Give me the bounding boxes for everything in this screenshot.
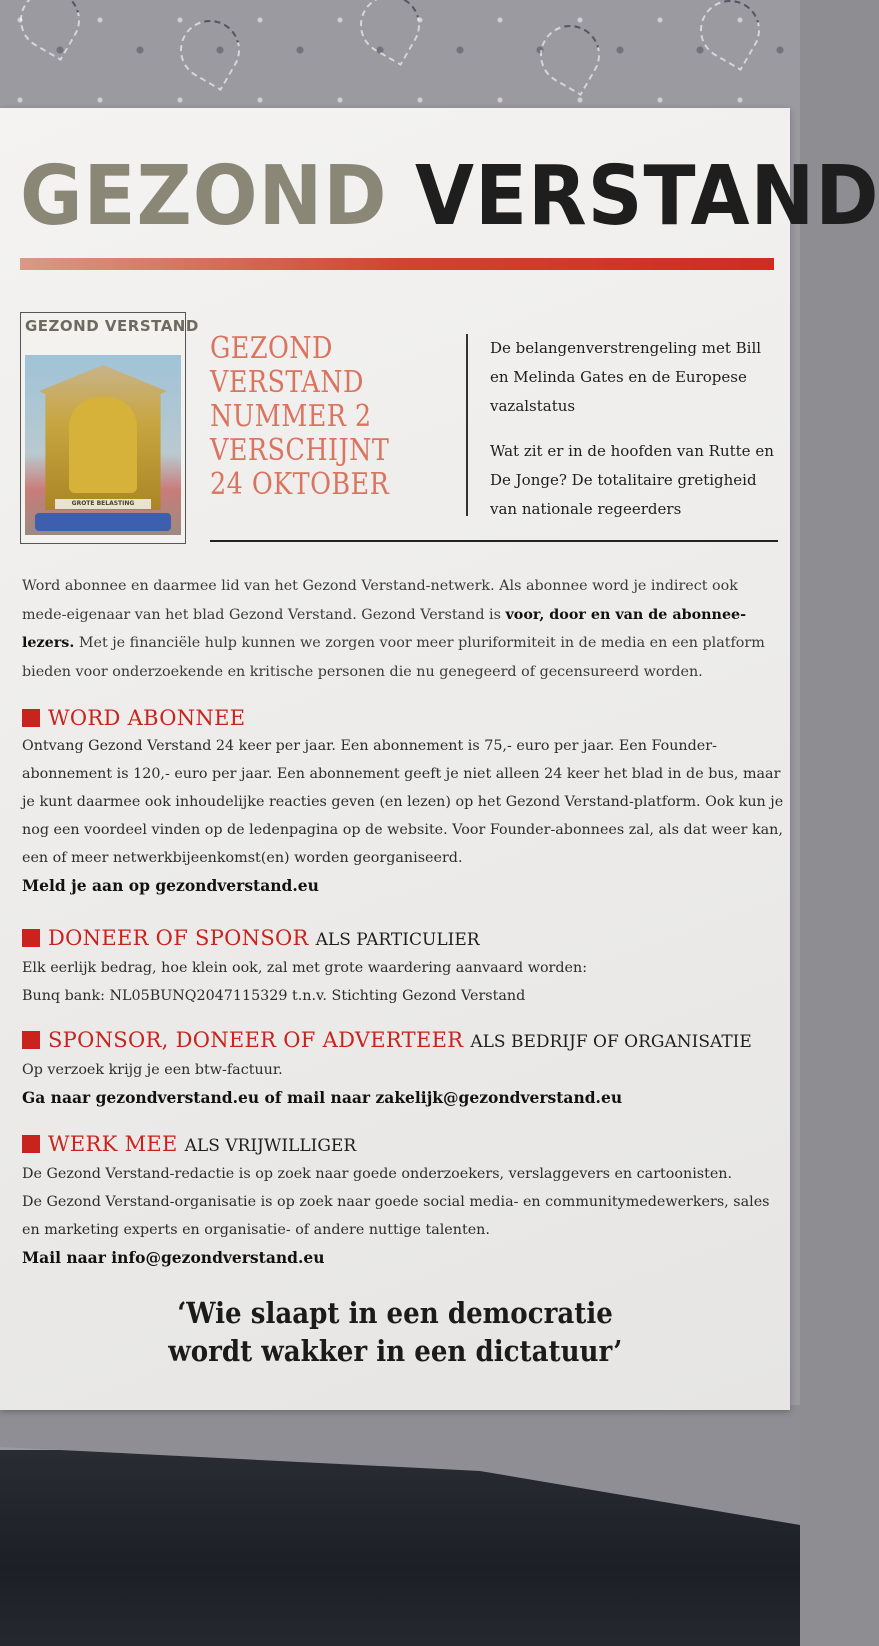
doneer-line-1: Elk eerlijk bedrag, hoe klein ook, zal met grote waardering aanvaard worden: [22,960,588,976]
section-heading [22,704,790,732]
abonnee-text: Ontvang Gezond Verstand 24 keer per jaar. Een abonnement is 75,- euro per jaar. Een Founder-abonnement is 120,- euro per jaar. Een abonnement geeft je niet alleen 24 keer het blad in de bus, maar je kunt daarmee ook inhoudelijke reacties geven (en lezen) op het Gezond Verstand-platform. Ook kun je nog een voordeel vinden op de ledenpagina op de website. Voor Founder-abonnees zal, als dat weer kan, een of meer netwerkbijeenkomst(en) worden georganiseerd. [22,738,784,866]
abonnee-cta[interactable]: Meld je aan op gezondverstand.eu [22,876,319,895]
flower-pattern [169,9,251,91]
werkmee-cta[interactable]: Mail naar info@gezondverstand.eu [22,1248,325,1267]
bank-account: Bunq bank: NL05BUNQ2047115329 t.n.v. Stichting Gezond Verstand [22,988,526,1004]
cover-caption: GROTE BELASTING [55,499,151,509]
section-heading [22,1026,790,1056]
masthead-title [20,149,879,244]
werkmee-line-1: De Gezond Verstand-redactie is op zoek naar goede onderzoekers, verslaggevers en cartoonisten. [22,1166,733,1182]
sponsor-line-1: Op verzoek krijg je een btw-factuur. [22,1062,283,1078]
flower-pattern [9,0,91,61]
issue-line: VERSCHIJNT [210,433,390,468]
flyer-page [0,108,879,1410]
magazine-cover-image [20,312,199,544]
section-body [22,1160,790,1272]
flower-pattern [349,0,431,66]
issue-line: NUMMER 2 [210,399,372,434]
section-sponsor [22,1026,790,1112]
section-body [22,954,790,1010]
red-square-icon [22,709,40,727]
cover-throne-figure [69,397,137,493]
issue-announcement [210,332,450,502]
quote-line-2: wordt wakker in een dictatuur’ [167,1334,623,1368]
masthead-word-1: GEZOND [20,149,388,244]
flower-pattern [529,14,611,96]
section-werk-mee [22,1130,790,1272]
vertical-divider [466,334,468,516]
cover-illustration [25,355,181,535]
section-heading [22,924,790,954]
horizontal-divider [210,540,778,542]
section-body [22,1056,790,1112]
teaser-1: De belangenverstrengeling met Bill en Melinda Gates en de Europese vazalstatus [490,339,762,415]
closing-quote [0,1294,790,1370]
heading-text: SPONSOR, DONEER OF ADVERTEER [48,1028,464,1052]
heading-subtext: ALS PARTICULIER [315,930,480,950]
heading-text: DONEER OF SPONSOR [48,926,309,950]
cover-base [35,513,171,531]
issue-line: VERSTAND [210,365,364,400]
issue-line: GEZOND [210,331,333,366]
section-word-abonnee [22,704,790,900]
masthead-word-2: VERSTAND [415,149,879,244]
heading-text: WERK MEE [48,1132,178,1156]
intro-text: Word abonnee en daarmee lid van het Gezond Verstand-netwerk. Als abonnee word je indirect ook mede-eigenaar van het blad Gezond Verstand. Gezond Verstand is [22,578,738,623]
heading-text: WORD ABONNEE [48,706,246,730]
werkmee-line-2: De Gezond Verstand-organisatie is op zoek naar goede social media- en communitymedewerkers, sales en marketing experts en organisatie- of andere nuttige talenten. [22,1194,770,1238]
issue-line: 24 OKTOBER [210,467,390,502]
intro-text-end: Met je financiële hulp kunnen we zorgen voor meer pluriformiteit in de media en een platform bieden voor onderzoekende en kritische personen die nu genegeerd of gecensureerd worden. [22,635,765,680]
flower-pattern [689,0,771,71]
heading-subtext: ALS VRIJWILLIGER [184,1136,357,1156]
section-doneer [22,924,790,1010]
quote-line-1: ‘Wie slaapt in een democratie [177,1296,613,1330]
masthead-red-rule [20,258,774,270]
sponsor-cta[interactable]: Ga naar gezondverstand.eu of mail naar zakelijk@gezondverstand.eu [22,1088,623,1107]
red-square-icon [22,929,40,947]
intro-bold: voor, door en van de abonnee-lezers. [22,606,747,651]
teaser-block [490,334,780,540]
teaser-2: Wat zit er in de hoofden van Rutte en De Jonge? De totalitaire gretigheid van nationale regeerders [490,442,774,518]
heading-subtext: ALS BEDRIJF OF ORGANISATIE [470,1032,752,1052]
red-square-icon [22,1031,40,1049]
section-heading [22,1130,790,1160]
cover-title: GEZOND VERSTAND [25,317,199,335]
intro-paragraph [22,572,782,686]
section-body [22,732,790,900]
red-square-icon [22,1135,40,1153]
